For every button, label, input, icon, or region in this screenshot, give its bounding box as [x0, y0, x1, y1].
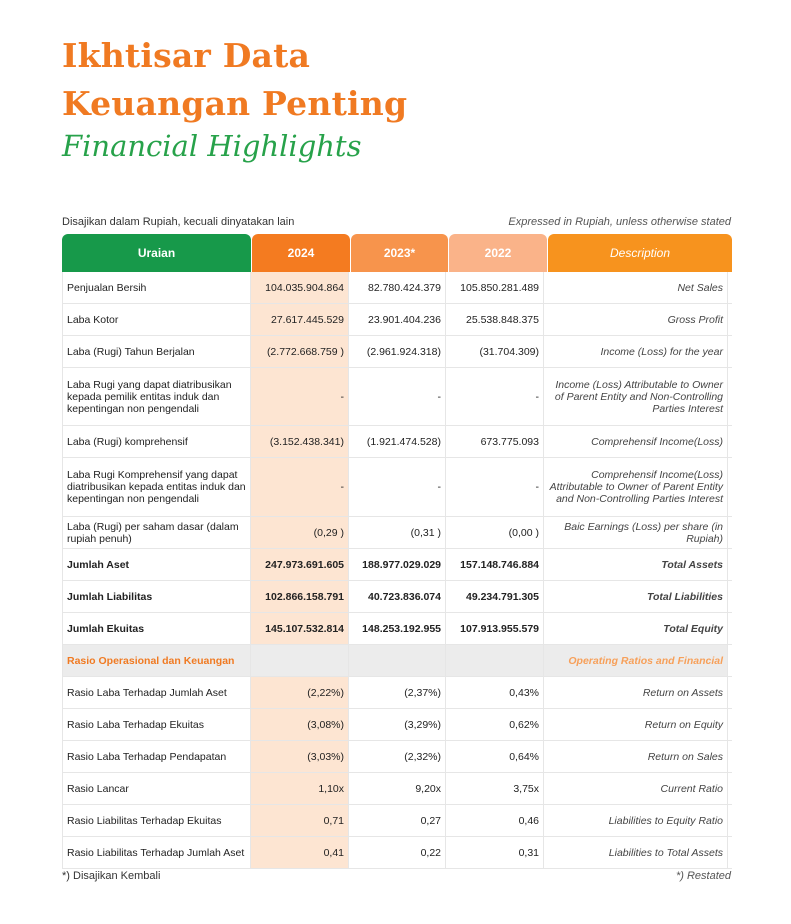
- row-label: Laba Rugi yang dapat diatribusikan kepada pemilik entitas induk dan kepentingan non pengendali: [62, 368, 251, 425]
- value-2024: 102.866.158.791: [251, 581, 349, 612]
- value-2024: -: [251, 368, 349, 425]
- value-2024: (3,03%): [251, 741, 349, 772]
- value-2022: 673.775.093: [446, 426, 544, 457]
- footnote-en: *) Restated: [675, 870, 731, 882]
- value-2024: 0,41: [251, 837, 349, 868]
- row-label: Laba (Rugi) komprehensif: [62, 426, 251, 457]
- footnote-id: *) Disajikan Kembali: [62, 870, 161, 882]
- row-label: Rasio Laba Terhadap Jumlah Aset: [62, 677, 251, 708]
- row-description: Income (Loss) Attributable to Owner of Parent Entity and Non-Controlling Parties Interest: [544, 368, 728, 425]
- table-row: [62, 368, 732, 426]
- table-row: [62, 837, 732, 869]
- value-2023: 148.253.192.955: [349, 613, 446, 644]
- value-2022: 3,75x: [446, 773, 544, 804]
- row-description: Net Sales: [544, 272, 728, 303]
- value-2023: 40.723.836.074: [349, 581, 446, 612]
- row-label: Rasio Laba Terhadap Ekuitas: [62, 709, 251, 740]
- value-2024: 104.035.904.864: [251, 272, 349, 303]
- value-2022: -: [446, 368, 544, 425]
- value-2023: -: [349, 368, 446, 425]
- value-2024: (3,08%): [251, 709, 349, 740]
- value-2024: 145.107.532.814: [251, 613, 349, 644]
- row-label: Penjualan Bersih: [62, 272, 251, 303]
- value-2023: 23.901.404.236: [349, 304, 446, 335]
- financial-highlights-table: [62, 234, 732, 869]
- row-description: Comprehensif Income(Loss) Attributable to Owner of Parent Entity and Non-Controlling Parties Interest: [544, 458, 728, 516]
- currency-note-id: Disajikan dalam Rupiah, kecuali dinyatakan lain: [62, 216, 295, 228]
- row-description: Comprehensif Income(Loss): [544, 426, 728, 457]
- value-2023: 188.977.029.029: [349, 549, 446, 580]
- row-label: Jumlah Liabilitas: [62, 581, 251, 612]
- value-2023: 9,20x: [349, 773, 446, 804]
- row-label: Rasio Liabilitas Terhadap Jumlah Aset: [62, 837, 251, 868]
- value-2023: [349, 645, 446, 676]
- value-2022: 49.234.791.305: [446, 581, 544, 612]
- value-2024: 0,71: [251, 805, 349, 836]
- currency-note-en: Expressed in Rupiah, unless otherwise stated: [508, 216, 731, 228]
- value-2023: (1.921.474.528): [349, 426, 446, 457]
- row-label: Laba Rugi Komprehensif yang dapat diatribusikan kepada entitas induk dan kepentingan non pengendali: [62, 458, 251, 516]
- value-2022: 0,43%: [446, 677, 544, 708]
- value-2023: 0,22: [349, 837, 446, 868]
- value-2023: (2.961.924.318): [349, 336, 446, 367]
- table-row: [62, 581, 732, 613]
- value-2023: (3,29%): [349, 709, 446, 740]
- row-description: Return on Assets: [544, 677, 728, 708]
- value-2024: -: [251, 458, 349, 516]
- section-label: Rasio Operasional dan Keuangan: [62, 645, 251, 676]
- value-2023: (2,37%): [349, 677, 446, 708]
- value-2022: 105.850.281.489: [446, 272, 544, 303]
- row-description: Total Liabilities: [544, 581, 728, 612]
- table-row: [62, 613, 732, 645]
- row-description: Current Ratio: [544, 773, 728, 804]
- value-2022: 0,31: [446, 837, 544, 868]
- table-row: [62, 773, 732, 805]
- table-row: [62, 426, 732, 458]
- row-label: Jumlah Ekuitas: [62, 613, 251, 644]
- value-2024: [251, 645, 349, 676]
- row-description: Return on Equity: [544, 709, 728, 740]
- value-2022: -: [446, 458, 544, 516]
- value-2022: 157.148.746.884: [446, 549, 544, 580]
- value-2024: 1,10x: [251, 773, 349, 804]
- value-2022: [446, 645, 544, 676]
- value-2022: 25.538.848.375: [446, 304, 544, 335]
- header-2024: 2024: [252, 234, 350, 272]
- header-description: Description: [548, 234, 732, 272]
- row-description: Baic Earnings (Loss) per share (in Rupiah): [544, 517, 728, 548]
- header-2023: 2023*: [351, 234, 448, 272]
- row-description: Liabilities to Total Assets: [544, 837, 728, 868]
- table-row: [62, 458, 732, 517]
- row-description: Total Equity: [544, 613, 728, 644]
- row-label: Rasio Laba Terhadap Pendapatan: [62, 741, 251, 772]
- row-label: Laba (Rugi) per saham dasar (dalam rupiah penuh): [62, 517, 251, 548]
- header-uraian: Uraian: [62, 234, 251, 272]
- page-title-line1: Ikhtisar Data: [62, 36, 311, 75]
- value-2022: 107.913.955.579: [446, 613, 544, 644]
- value-2022: (31.704.309): [446, 336, 544, 367]
- table-header: [62, 234, 732, 272]
- value-2024: 27.617.445.529: [251, 304, 349, 335]
- table-row: [62, 677, 732, 709]
- value-2024: (2.772.668.759 ): [251, 336, 349, 367]
- table-row: [62, 336, 732, 368]
- row-description: Gross Profit: [544, 304, 728, 335]
- value-2024: (2,22%): [251, 677, 349, 708]
- table-row: [62, 805, 732, 837]
- section-description: Operating Ratios and Financial: [544, 645, 728, 676]
- value-2022: (0,00 ): [446, 517, 544, 548]
- value-2023: 82.780.424.379: [349, 272, 446, 303]
- page-subtitle: Financial Highlights: [62, 129, 362, 163]
- page-title: [62, 32, 407, 128]
- table-row: [62, 304, 732, 336]
- table-row: [62, 741, 732, 773]
- value-2023: (2,32%): [349, 741, 446, 772]
- value-2023: 0,27: [349, 805, 446, 836]
- table-row: [62, 517, 732, 549]
- row-label: Laba (Rugi) Tahun Berjalan: [62, 336, 251, 367]
- header-2022: 2022: [449, 234, 547, 272]
- row-description: Liabilities to Equity Ratio: [544, 805, 728, 836]
- value-2023: (0,31 ): [349, 517, 446, 548]
- row-description: Return on Sales: [544, 741, 728, 772]
- value-2022: 0,62%: [446, 709, 544, 740]
- table-row: [62, 272, 732, 304]
- row-label: Laba Kotor: [62, 304, 251, 335]
- row-label: Rasio Liabilitas Terhadap Ekuitas: [62, 805, 251, 836]
- row-label: Jumlah Aset: [62, 549, 251, 580]
- table-row: [62, 709, 732, 741]
- value-2024: 247.973.691.605: [251, 549, 349, 580]
- value-2024: (0,29 ): [251, 517, 349, 548]
- row-label: Rasio Lancar: [62, 773, 251, 804]
- value-2023: -: [349, 458, 446, 516]
- value-2022: 0,64%: [446, 741, 544, 772]
- page-title-line2: Keuangan Penting: [62, 84, 408, 123]
- section-row: [62, 645, 732, 677]
- value-2024: (3.152.438.341): [251, 426, 349, 457]
- table-row: [62, 549, 732, 581]
- row-description: Total Assets: [544, 549, 728, 580]
- value-2022: 0,46: [446, 805, 544, 836]
- row-description: Income (Loss) for the year: [544, 336, 728, 367]
